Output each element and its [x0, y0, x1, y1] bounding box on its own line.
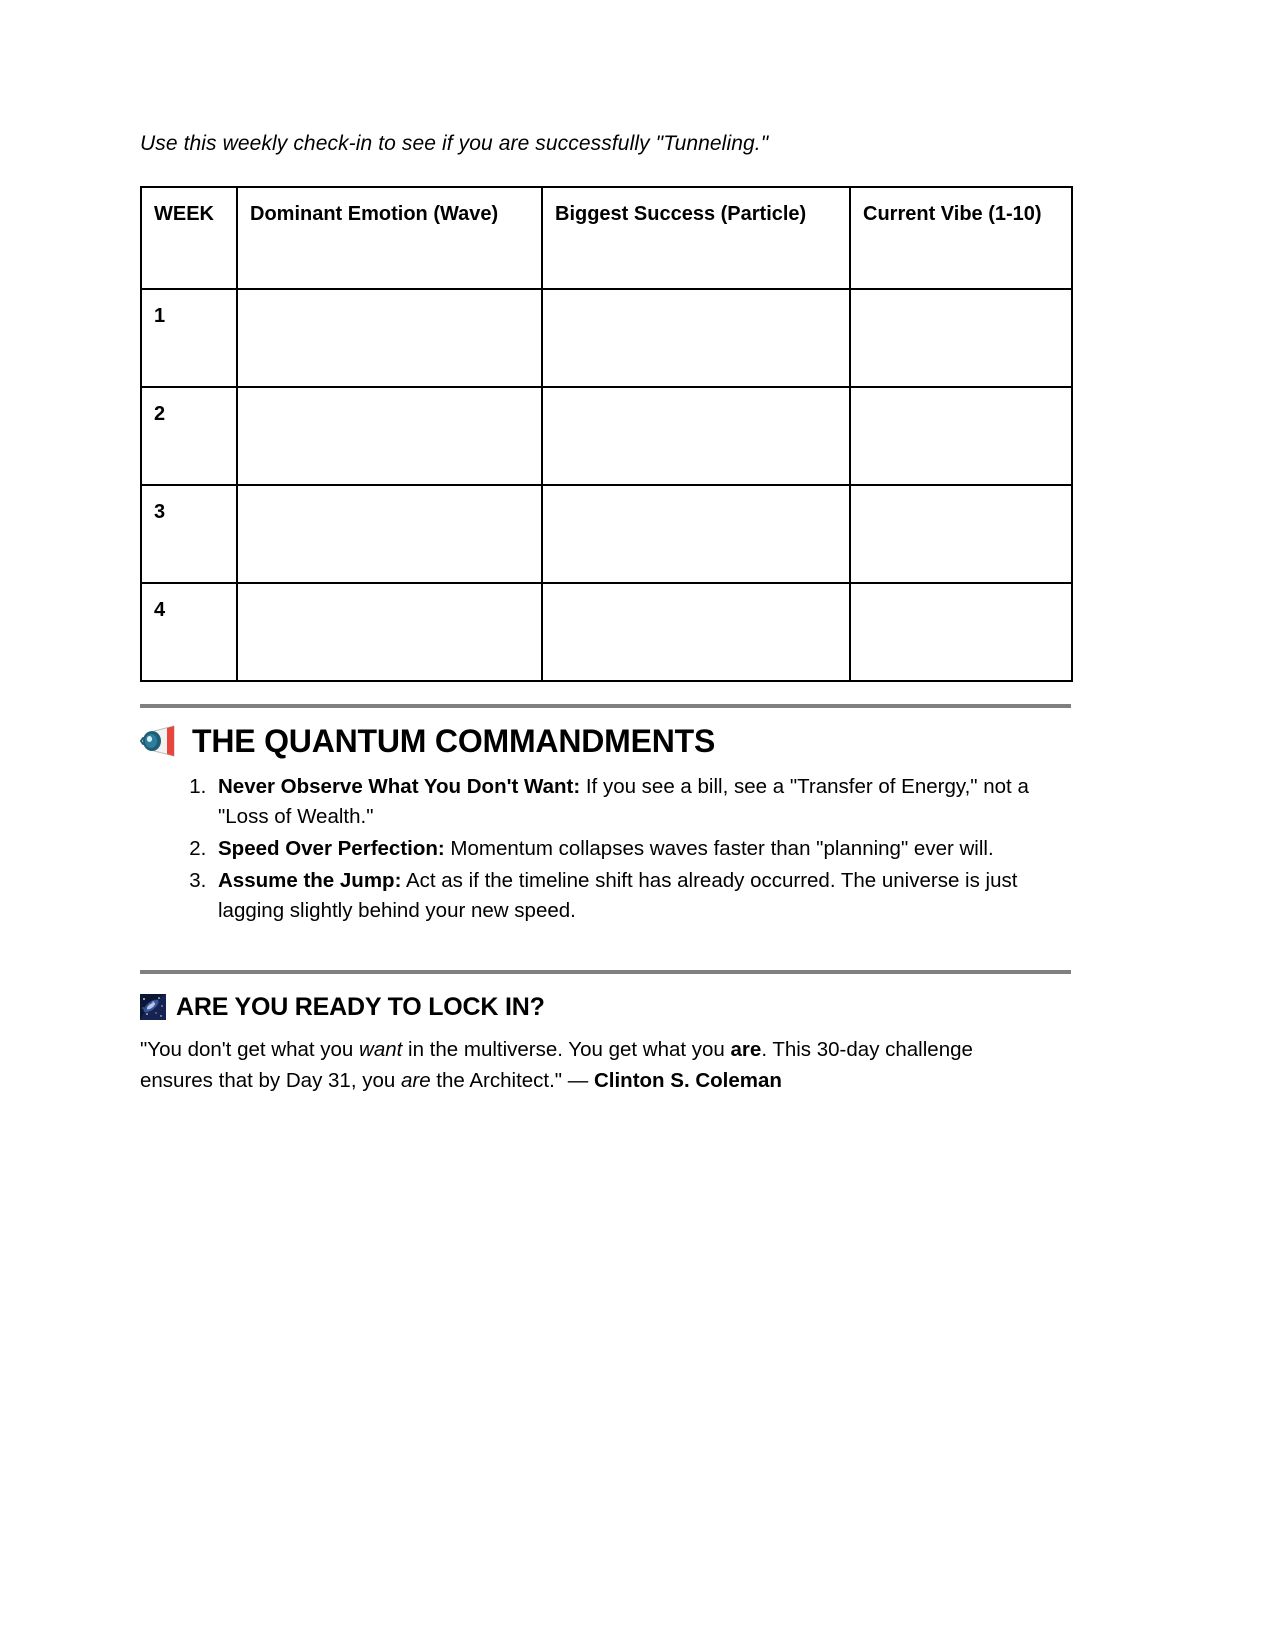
column-header-emotion: Dominant Emotion (Wave) [237, 187, 542, 289]
quote-emphasis-are: are [400, 1069, 431, 1092]
commandments-list [140, 772, 1075, 926]
table-row [141, 583, 1072, 681]
commandment-lead: Speed Over Perfection: [218, 837, 445, 860]
cell-week: 2 [141, 387, 237, 485]
cell-week: 1 [141, 289, 237, 387]
table-row [141, 387, 1072, 485]
list-item [212, 772, 1075, 832]
quote-part-1: "You don't get what you [140, 1038, 360, 1061]
cell-success[interactable] [542, 583, 850, 681]
list-item [212, 866, 1075, 926]
quote-part-3: . This 30-day challenge ensures that by Day 31, you [140, 1038, 973, 1092]
cell-vibe[interactable] [850, 387, 1072, 485]
column-header-success: Biggest Success (Particle) [542, 187, 850, 289]
commandments-heading [140, 722, 1075, 760]
quote-part-4: the Architect." — [430, 1069, 594, 1092]
quote-author: Clinton S. Coleman [593, 1069, 782, 1092]
quote-part-2: in the multiverse. You get what you [402, 1038, 731, 1061]
cell-success[interactable] [542, 387, 850, 485]
cell-emotion[interactable] [237, 289, 542, 387]
lock-in-heading [140, 992, 1075, 1022]
closing-quote [140, 1034, 1040, 1096]
cell-emotion[interactable] [237, 583, 542, 681]
section-divider-bottom [140, 970, 1071, 974]
cell-success[interactable] [542, 485, 850, 583]
cell-vibe[interactable] [850, 289, 1072, 387]
cell-vibe[interactable] [850, 583, 1072, 681]
column-header-vibe: Current Vibe (1-10) [850, 187, 1072, 289]
table-header-row [141, 187, 1072, 289]
megaphone-icon [140, 724, 180, 758]
cell-week: 4 [141, 583, 237, 681]
commandment-body: If you see a bill, see a "Transfer of Energy," not a "Loss of Wealth." [218, 775, 1029, 828]
cell-vibe[interactable] [850, 485, 1072, 583]
cell-week: 3 [141, 485, 237, 583]
intro-instruction: Use this weekly check-in to see if you are successfully "Tunneling." [140, 132, 769, 155]
galaxy-icon [140, 994, 166, 1020]
table-row [141, 289, 1072, 387]
cell-emotion[interactable] [237, 485, 542, 583]
section-divider-top [140, 704, 1071, 708]
column-header-week: WEEK [141, 187, 237, 289]
commandment-body: Momentum collapses waves faster than "planning" ever will. [444, 837, 994, 860]
commandment-lead: Assume the Jump: [218, 869, 402, 892]
document-content [140, 130, 1075, 1096]
weekly-checkin-table [140, 186, 1073, 682]
commandment-lead: Never Observe What You Don't Want: [218, 775, 581, 798]
cell-emotion[interactable] [237, 387, 542, 485]
quote-emphasis-want: want [359, 1038, 403, 1061]
commandment-body: Act as if the timeline shift has already occurred. The universe is just lagging slightly behind your new speed. [218, 869, 1018, 922]
cell-success[interactable] [542, 289, 850, 387]
list-item [212, 834, 1075, 864]
lock-in-heading-text: ARE YOU READY TO LOCK IN? [176, 993, 545, 1021]
table-row [141, 485, 1072, 583]
commandments-heading-text: THE QUANTUM COMMANDMENTS [192, 723, 716, 759]
quote-strong-are: are [730, 1038, 762, 1061]
